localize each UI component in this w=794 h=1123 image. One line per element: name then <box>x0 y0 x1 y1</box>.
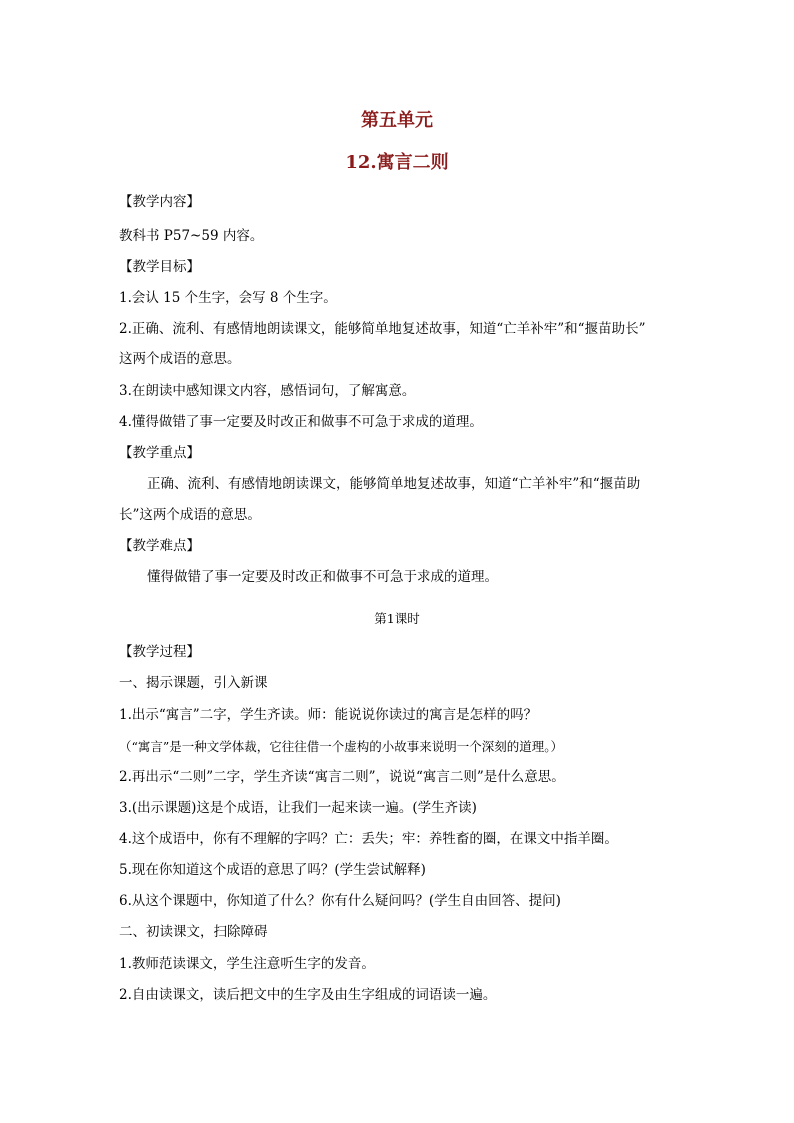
goal-item: 3.在朗读中感知课文内容，感悟词句，了解寓意。 <box>119 383 416 399</box>
difficulty-text: 懂得做错了事一定要及时改正和做事不可急于求成的道理。 <box>147 569 498 585</box>
process-step: 二、初读课文，扫除障碍 <box>119 924 268 940</box>
difficulty-heading: 【教学难点】 <box>119 538 200 554</box>
process-note: （“寓言”是一种文学体裁，它往往借一个虚构的小故事来说明一个深刻的道理。） <box>119 739 564 754</box>
unit-title: 第五单元 <box>361 110 433 131</box>
process-step: 2.自由读课文，读后把文中的生字及由生字组成的词语读一遍。 <box>119 987 497 1003</box>
lesson-title: 12.寓言二则 <box>345 152 449 173</box>
process-step: 6.从这个课题中，你知道了什么？你有什么疑问吗？(学生自由回答、提问) <box>119 893 561 909</box>
period-label: 第1课时 <box>374 611 420 626</box>
process-step: 2.再出示“二则”二字，学生齐读“寓言二则”，说说“寓言二则”是什么意思。 <box>119 769 565 785</box>
goal-item: 4.懂得做错了事一定要及时改正和做事不可急于求成的道理。 <box>119 414 483 430</box>
process-step: 3.(出示课题)这是个成语，让我们一起来读一遍。(学生齐读) <box>119 800 477 816</box>
process-step: 4.这个成语中，你有不理解的字吗？亡：丢失；牢：养牲畜的圈，在课文中指羊圈。 <box>119 831 618 847</box>
process-step: 5.现在你知道这个成语的意思了吗？(学生尝试解释) <box>119 862 426 878</box>
process-step: 1.出示“寓言”二字，学生齐读。师：能说说你读过的寓言是怎样的吗？ <box>119 707 538 723</box>
key-text: 正确、流利、有感情地朗读课文，能够简单地复述故事，知道“亡羊补牢”和“揠苗助 <box>147 476 641 492</box>
goal-item: 2.正确、流利、有感情地朗读课文，能够简单地复述故事，知道“亡羊补牢”和“揠苗助长” <box>119 321 646 337</box>
process-step: 一、揭示课题，引入新课 <box>119 675 268 691</box>
process-heading: 【教学过程】 <box>119 644 200 660</box>
key-heading: 【教学重点】 <box>119 445 200 461</box>
content-heading: 【教学内容】 <box>119 194 200 210</box>
key-text-continuation: 长”这两个成语的意思。 <box>119 507 261 523</box>
goals-heading: 【教学目标】 <box>119 259 200 275</box>
content-text: 教科书 P57~59 内容。 <box>119 228 264 244</box>
goal-item-continuation: 这两个成语的意思。 <box>119 351 241 367</box>
goal-item: 1.会认 15 个生字，会写 8 个生字。 <box>119 290 337 306</box>
process-step: 1.教师范读课文，学生注意听生字的发音。 <box>119 956 375 972</box>
